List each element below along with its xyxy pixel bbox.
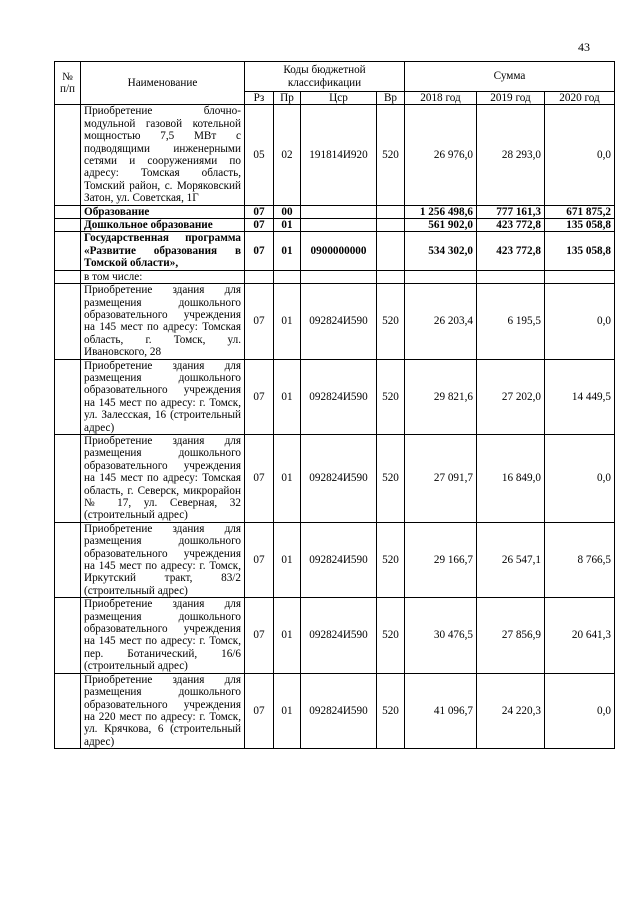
row-vr: 520 <box>377 522 405 597</box>
page-number: 43 <box>578 40 590 54</box>
row-pr: 01 <box>274 522 301 597</box>
table-row <box>55 359 615 434</box>
header-codes: Коды бюджетной классификации <box>245 62 405 92</box>
header-vr: Вр <box>377 92 405 105</box>
row-vr: 520 <box>377 284 405 359</box>
row-vr <box>377 232 405 270</box>
row-sum-2019: 24 220,3 <box>477 673 545 748</box>
row-csr: 0900000000 <box>301 232 377 270</box>
table-row <box>55 105 615 205</box>
header-sum: Сумма <box>405 62 615 92</box>
row-sum-2019: 423 772,8 <box>477 232 545 270</box>
row-sum-2018: 1 256 498,6 <box>405 205 477 218</box>
row-sum-2019: 28 293,0 <box>477 105 545 205</box>
row-sum-2018: 26 203,4 <box>405 284 477 359</box>
row-vr: 520 <box>377 359 405 434</box>
row-name: Образование <box>81 205 245 218</box>
budget-table <box>54 61 615 749</box>
header-2018: 2018 год <box>405 92 477 105</box>
row-vr: 520 <box>377 673 405 748</box>
row-rz: 07 <box>245 359 274 434</box>
header-2020: 2020 год <box>545 92 615 105</box>
row-pr: 01 <box>274 598 301 673</box>
row-sum-2020: 20 641,3 <box>545 598 615 673</box>
row-rz: 07 <box>245 434 274 522</box>
row-rz: 07 <box>245 284 274 359</box>
row-name: Приобретение здания для размещения дошкольного образовательного учреждения на 145 мест по адресу: г. Томск, ул. Залесская, 16 (строительный адрес) <box>81 359 245 434</box>
row-name: Дошкольное образование <box>81 219 245 232</box>
row-sum-2018: 29 166,7 <box>405 522 477 597</box>
row-csr <box>301 205 377 218</box>
row-vr <box>377 219 405 232</box>
row-csr: 092824И590 <box>301 359 377 434</box>
row-sum-2018: 41 096,7 <box>405 673 477 748</box>
row-pr: 01 <box>274 284 301 359</box>
row-csr: 191814И920 <box>301 105 377 205</box>
row-vr: 520 <box>377 105 405 205</box>
row-sum-2019: 423 772,8 <box>477 219 545 232</box>
row-csr <box>301 219 377 232</box>
table-row <box>55 284 615 359</box>
row-sum-2018: 27 091,7 <box>405 434 477 522</box>
header-csr: Цср <box>301 92 377 105</box>
row-rz: 05 <box>245 105 274 205</box>
row-sum-2020: 14 449,5 <box>545 359 615 434</box>
row-name: в том числе: <box>81 270 245 283</box>
row-name: Приобретение здания для размещения дошкольного образовательного учреждения на 145 мест по адресу: Томская область, г. Северск, микрорайон № 17, ул. Северная, 32 (строительный адрес) <box>81 434 245 522</box>
table-row <box>55 673 615 748</box>
row-sum-2020: 671 875,2 <box>545 205 615 218</box>
header-name: Наименование <box>81 62 245 105</box>
row-sum-2020: 0,0 <box>545 284 615 359</box>
table-row <box>55 205 615 218</box>
row-sum-2020: 0,0 <box>545 105 615 205</box>
row-rz: 07 <box>245 598 274 673</box>
row-name: Приобретение здания для размещения дошкольного образовательного учреждения на 145 мест по адресу: Томская область, г. Томск, ул. Ивановского, 28 <box>81 284 245 359</box>
row-pr: 01 <box>274 673 301 748</box>
header-rz: Рз <box>245 92 274 105</box>
row-sum-2020: 0,0 <box>545 434 615 522</box>
table-row <box>55 232 615 270</box>
row-sum-2019: 26 547,1 <box>477 522 545 597</box>
row-sum-2019: 777 161,3 <box>477 205 545 218</box>
row-vr: 520 <box>377 434 405 522</box>
row-pr: 01 <box>274 232 301 270</box>
row-pr: 00 <box>274 205 301 218</box>
row-name: Приобретение здания для размещения дошкольного образовательного учреждения на 220 мест по адресу: г. Томск, ул. Крячкова, 6 (строительный адрес) <box>81 673 245 748</box>
row-sum-2018: 29 821,6 <box>405 359 477 434</box>
row-name: Государственная программа «Развитие образования в Томской области», <box>81 232 245 270</box>
row-pr: 01 <box>274 434 301 522</box>
header-2019: 2019 год <box>477 92 545 105</box>
row-sum-2020: 8 766,5 <box>545 522 615 597</box>
table-row <box>55 522 615 597</box>
row-rz: 07 <box>245 205 274 218</box>
row-sum-2018: 534 302,0 <box>405 232 477 270</box>
row-sum-2019: 6 195,5 <box>477 284 545 359</box>
row-csr: 092824И590 <box>301 284 377 359</box>
row-sum-2019: 27 856,9 <box>477 598 545 673</box>
header-pr: Пр <box>274 92 301 105</box>
row-csr: 092824И590 <box>301 434 377 522</box>
row-name: Приобретение блочно-модульной газовой котельной мощностью 7,5 МВт с подводящими инженерными сетями и сооружениями по адресу: Томская область, Томский район, с. Моряковский Затон, ул. Советская, 1Г <box>81 105 245 205</box>
table-row <box>55 219 615 232</box>
row-sum-2019: 27 202,0 <box>477 359 545 434</box>
row-rz: 07 <box>245 219 274 232</box>
row-csr: 092824И590 <box>301 673 377 748</box>
row-rz: 07 <box>245 673 274 748</box>
row-sum-2020: 135 058,8 <box>545 232 615 270</box>
row-vr: 520 <box>377 598 405 673</box>
row-name: Приобретение здания для размещения дошкольного образовательного учреждения на 145 мест по адресу: г. Томск, пер. Ботанический, 16/6 (строительный адрес) <box>81 598 245 673</box>
row-sum-2018: 26 976,0 <box>405 105 477 205</box>
row-sum-2019: 16 849,0 <box>477 434 545 522</box>
row-pr: 01 <box>274 219 301 232</box>
row-csr: 092824И590 <box>301 598 377 673</box>
row-pr: 02 <box>274 105 301 205</box>
table-row <box>55 598 615 673</box>
row-vr <box>377 205 405 218</box>
row-sum-2018: 561 902,0 <box>405 219 477 232</box>
row-sum-2018: 30 476,5 <box>405 598 477 673</box>
row-sum-2020: 0,0 <box>545 673 615 748</box>
row-rz: 07 <box>245 522 274 597</box>
table-row <box>55 270 615 283</box>
row-pr: 01 <box>274 359 301 434</box>
row-sum-2020: 135 058,8 <box>545 219 615 232</box>
header-num: № п/п <box>55 62 81 105</box>
row-csr: 092824И590 <box>301 522 377 597</box>
row-name: Приобретение здания для размещения дошкольного образовательного учреждения на 145 мест по адресу: г. Томск, Иркутский тракт, 83/2 (строительный адрес) <box>81 522 245 597</box>
table-row <box>55 434 615 522</box>
row-rz: 07 <box>245 232 274 270</box>
